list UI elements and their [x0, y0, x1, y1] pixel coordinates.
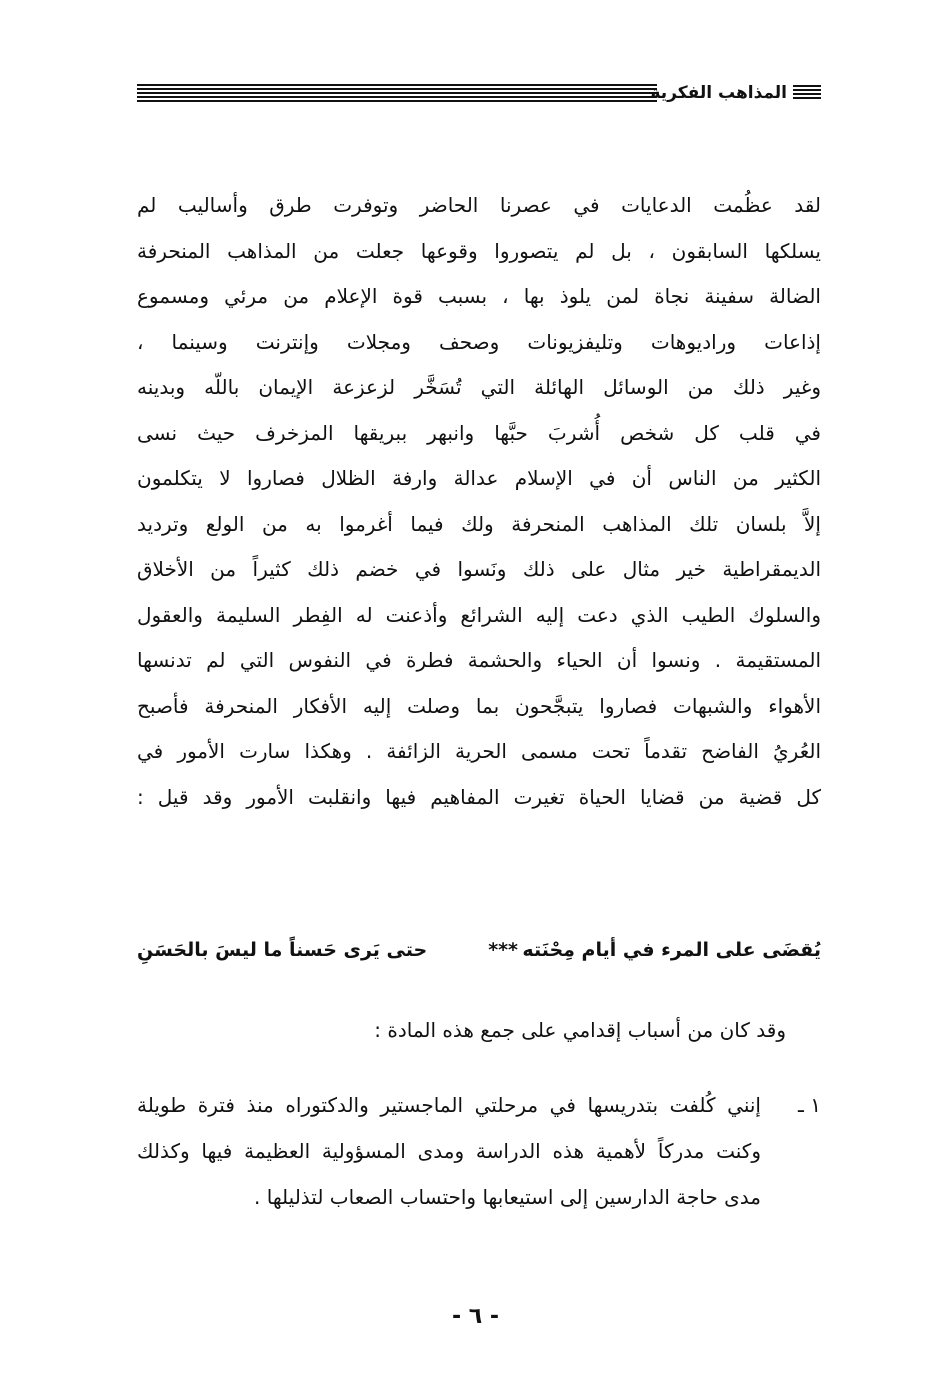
verse-first-hemistich: يُقضَى على المرء في أيام مِحْنَته	[522, 939, 821, 961]
paragraph-line: لقد عظُمت الدعايات في عصرنا الحاضر وتوفرت طرق وأساليب لم	[137, 193, 821, 217]
header-ornament-icon	[793, 85, 821, 101]
list-item-number: ١ ـ	[798, 1093, 821, 1117]
paragraph-line: في قلب كل شخص أُشربَ حبَّها وانبهر ببريقها المزخرف حيث نسى	[137, 420, 821, 445]
paragraph-line: وغير ذلك من الوسائل الهائلة التي تُسَخَّر لزعزعة الإيمان باللّه وبدينه	[137, 375, 821, 399]
list-item-line: مدى حاجة الدارسين إلى استيعابها واحتساب الصعاب لتذليلها .	[254, 1185, 761, 1209]
paragraph-line: كل قضية من قضايا الحياة تغيرت المفاهيم فيها وانقلبت الأمور وقد قيل :	[137, 784, 821, 809]
reasons-intro: وقد كان من أسباب إقدامي على جمع هذه المادة :	[374, 1018, 786, 1042]
paragraph-line: الديمقراطية خير مثال على ذلك ونَسوا في خضم ذلك كثيراً من الأخلاق	[137, 557, 821, 581]
verse-second-hemistich: حتى يَرى حَسناً ما ليسَ بالحَسَنِ	[137, 939, 428, 961]
page-number: - ٦ -	[451, 1304, 500, 1329]
main-paragraph	[137, 183, 821, 820]
paragraph-line: والسلوك الطيب الذي دعت إليه الشرائع وأذعنت له الفِطر السليمة والعقول	[137, 602, 821, 627]
paragraph-line: يسلكها السابقون ، بل لم يتصوروا وقوعها جعلت من المذاهب المنحرفة	[137, 238, 821, 263]
header-title: المذاهب الفكرية	[650, 83, 787, 103]
poetry-verse	[137, 930, 821, 970]
paragraph-line: إلاَّ بلسان تلك المذاهب المنحرفة ولك فيما أغرموا به من الولع وترديد	[137, 511, 821, 536]
paragraph-line: العُريُ الفاضح تقدماً تحت مسمى الحرية الزائفة . وهكذا سارت الأمور في	[137, 739, 821, 763]
paragraph-line: المستقيمة . ونسوا أن الحياء والحشمة فطرة في النفوس التي لم تدنسها	[137, 648, 821, 672]
verse-separator: ***	[488, 939, 518, 961]
paragraph-line: الضالة سفينة نجاة لمن يلوذ بها ، بسبب قوة الإعلام من مرئي ومسموع	[137, 284, 821, 308]
list-item	[137, 1082, 821, 1220]
list-item-line: وكنت مدركاً لأهمية هذه الدراسة ومدى المسؤولية العظيمة فيها وكذلك	[137, 1139, 761, 1163]
paragraph-line: الكثير من الناس أن في الإسلام عدالة وارفة الظلال فصاروا لا يتكلمون	[137, 466, 821, 490]
running-header	[137, 80, 821, 106]
list-item-line: إنني كُلفت بتدريسها في مرحلتي الماجستير والدكتوراه منذ فترة طويلة	[137, 1093, 761, 1117]
header-rule-lines	[137, 84, 657, 102]
paragraph-line: الأهواء والشبهات فصاروا يتبجَّحون بما وصلت إليه الأفكار المنحرفة فأصبح	[137, 693, 821, 718]
paragraph-line: إذاعات وراديوهات وتليفزيونات وصحف ومجلات وإنترنت وسينما ،	[137, 329, 821, 354]
list-item-text	[137, 1082, 761, 1220]
